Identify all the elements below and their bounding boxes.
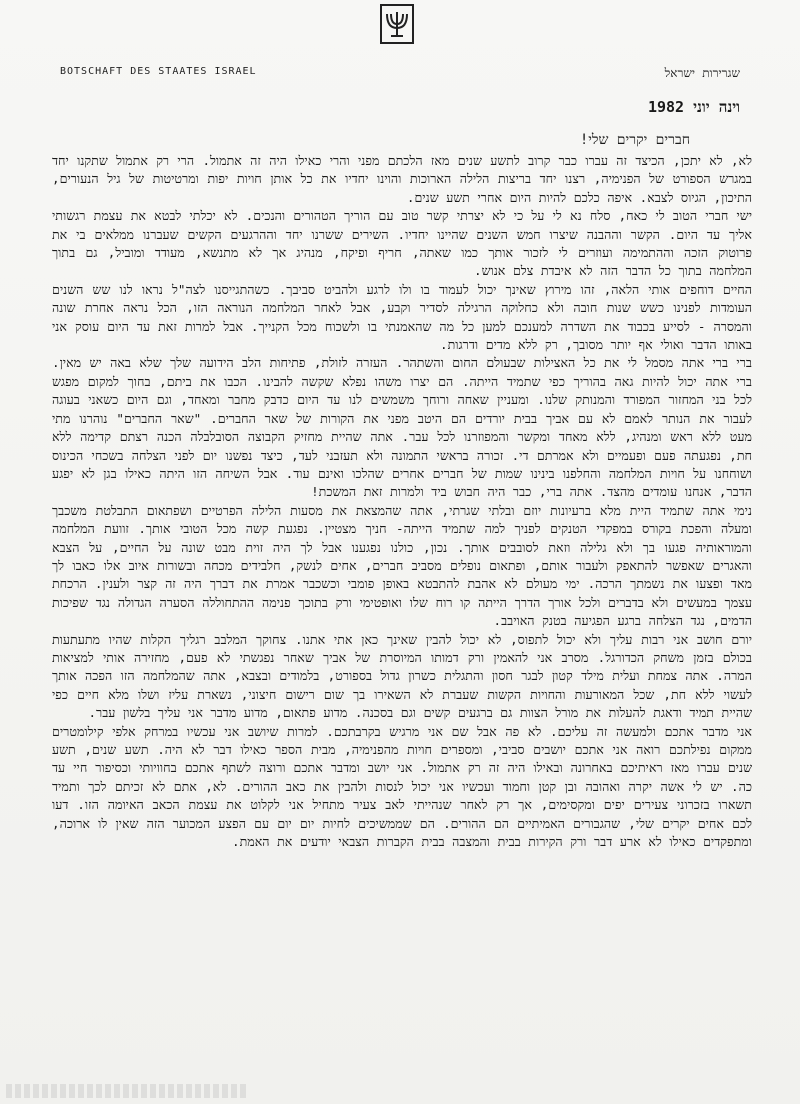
paragraph: ברי ברי אתה מסמל לי את כל האצילות שבעולם החום והשתהר. העזרה לזולת, פתיחות הלב הידועה שלך שלא באה יש מאין. ברי אתה יכול להיות גאה בהוריך כפי שתמיד הייתה. הם יצרו משהו נפלא שקשה להבינו. הכבו את ביתם, בחוך למקום מפגש לכל בני המחזור המפורד והמנותק שלנו. ומעניין שאחה ורוחך משמשים לנו עד היום כדבק מחבר ומאחד, וגם היום כשאני בעוגה לעבור את הנותר לאמם לא עם אביך בבית יורדים הם היטב מפני את הקורות של שאר החברים. "שאר החברים" נוהרנו מתי מעט ללא ראש ומנהיג, ללא מאחד ומקשר והמפוזרנו לכל עבר. אתה שהיית מחזיק הקבוצה הסובלבלה הכנה רצתם קדימה ללא חת, נפגעתה פעם ופעמיים ולא אמרתם די. זכורה בראשי התמונה ולא תעזבני לעד, כיצד נפשנו יום לפני הצלחה בשכחי הכינוס ושוחחנו על חויות המלחמה והחלפנו בינינו שמות של חברים אחרים שהלכו ואינם עוד. אבל השיחה הזו היתה כאילו בגן לא יפגע הדבר, אנחנו עומדים מהצד. אתה ברי, כבר היה חבוש ביד ולמרות זאת המשכת! — [52, 355, 752, 500]
paragraph: נימי אתה שתמיד היית מלא ברעיונות יוזם ובלתי שגרתי, אתה שהמצאת את מסעות הלילה הפרטיים ושפתאום התבלטת משכבך ומעלה והפכת בקורס במפקדי הטנקים לפניך למה שתמיד הייתה- חניך מצטיין. נפגעת קשה מכל הטובי אותך. זוועת המלחמה והמוראותיה פגעו בך ולא גלילה וזאת לסובבים אותך. נכון, כולנו נפגענו אבל לך היה זוית מבט שונה על החיים, על הצבא והאגרים שאפשר להתאפק ולעבור אותם, ופתאום נופלים מסביב חברים, אחים לנשק, חלבידים מכחה ובשורות איוב אלו כאבו לך מאד ופצעו את נשמתך הרכה. ימי מעולם לא אהבת להתבטא באופן פומבי וכשכבר אמרת את דברך היה זה קצר ולענין. הרכחת עצמך במעשים ולא בדברים ולכל אורך הדרך הייתה קו רוח שלו ואופטימי ורק בתוכך פנימה ההתחוללה הסערה הגדולה נגד שפיכות הדמים, נגד הצלחה ברגע הפגיעה בטנק האויבב. — [52, 502, 752, 629]
letter-body — [52, 152, 752, 1032]
embassy-header-german: BOTSCHAFT DES STAATES ISRAEL — [60, 66, 257, 77]
scanner-watermark — [6, 1084, 246, 1098]
salutation: חברים יקרים שלי! — [579, 132, 690, 148]
paragraph: ישי חברי הטוב לי כאח, סלח נא לי על כי לא יצרתי קשר טוב עם הוריך הטהורים והנכים. לא יכלתי לבטא את עצמת רגשותי אליך עד היום. הקשר וההבנה שיצרו חמש השנים שהיינו יחדיו. השירים ששרנו יחד וההרגעים הקשים שעברנו ממלאים בי את פרוטוק הזכה וההתמימה ועוזרים לי לזכור אותך כמו שאתה, חריף ופיקח, מנהיג אך לא מתנשא, מעודד ומוביל, גם בתוך המלחמה בתוך כל הדבר הזה לא איבדת צלם אנוש. — [52, 208, 752, 279]
embassy-header-hebrew: שגרירות ישראל — [664, 66, 740, 80]
paragraph: אני מדבר אתכם ולמעשה זה עליכם. לא פה אבל שם אני מרגיש בקרבתכם. למרות שיושב אני עכשיו במרחק אלפי קילומטרים ממקום נפילתכם רואה אני אתכם יושבים סביבי, ומספרים חויות מהפנימיה, מבית הספר כאילו דבר לא היה. תשע שנים, תשע שנים עברו מאז ראיתיכם באחרונה ובאילו היה זה רק אתמול. אני יושב ומדבר אתכם ורוצה לשתף אתכם בחוויותי וכסיפור חיי עד כה. יש לי אשה יקרה ואהובה ובן קטן וחמוד ועכשיו אני יכול לנסות ולהבין את כאב ההורים. לא, אתם לא זכיתם לכך ותמיד תשארו בזכרוני צעירים יפים ומקסימים, אך רק לאחר שנהייתי לאב צעיר מתחיל אני לקלוט את עצמת הכאב האיומה הזו. דעו לכם אחים יקרים שלי, שהגבורים האמיתיים הם ההורים. הם שממשיכים לחיות יום יום עם הפצע המכוער הזה שאין לו ארוכה, ומתפקדים כאילו לא ארע דבר ורק הקירות בבית והמצבה בבית הקברות הצבאי יודעים את האמת. — [52, 723, 752, 850]
paragraph: יורם חושב אני רבות עליך ולא יכול לתפוס, לא יכול להבין שאינך כאן אתי אתנו. צחוקך המלבב רגליך הקלות שהיו מתעתעות בכולם בזמן משחק הכדורגל. מסרב אני להאמין ורק דמותו המיוסרת של אביך שאחר נפגשתי לא פעם, מחזירה אותי למציאות המרה. אתה צמחת ועלית מילד קטון לבגר חסון והתגלית כשרון גדול בספורט, בלמודים ובצבא, אתה שהמלחמה הזו הפכה אותך לעשוי ללא חת, שכל המאורעות והחויות הקשות שעברת לא השאירו בך שום רישום חיצוני, נשארת עליז ושלו מלא חיים כפי שהיית תמיד ודאגת להעלות את מורל הצוות גם ברגעים קשים וגם בסכנה. מדוע פתאום, מדוע מדבר אני עליך בלשון עבר. — [52, 631, 752, 721]
paragraph: החיים דוחפים אותי הלאה, זהו מירוץ שאינך יכול לעמוד בו ולו לרגע ולהביט סביבך. כשהתגייסנו לצה"ל נראו לנו שש השנים העומדות לפנינו כשש שנות חובה ולא כחלוקה הרגילה לסדיר וקבע, אבל לאחר המלחמה הנוראה הזו, הכל נראה אחרת שונה והמסרה - לסייע בכבוד את השדרה למענכם למען כל מה שהאמנתי בו ולשכוח מכל הקנייך. אבל למרות זאת עד היום עוסק אני באותו הדבר ואולי אף יותר מסובך, רק ללא מדים ודרגות. — [52, 281, 752, 353]
paragraph: לא, לא יתכן, הכיצד זה עברו כבר קרוב לתשע שנים מאז הלכתם מפני והרי כאילו היה זה אתמול. הרי רק אתמול שתקנו יחד במגרש הספורט של הפנימיה, רצנו יחד בריצות הלילה הארוכות והוינו יחדיו את כל אותן חויות יפות ומרטיטות של גיל הנעורים, התיכון, הגיוס לצבא. איפה כלכם להיות היום אחרי תשע שנים. — [52, 153, 752, 205]
menorah-emblem-icon — [380, 4, 414, 44]
letter-date: וינה יוני 1982 — [647, 98, 740, 116]
